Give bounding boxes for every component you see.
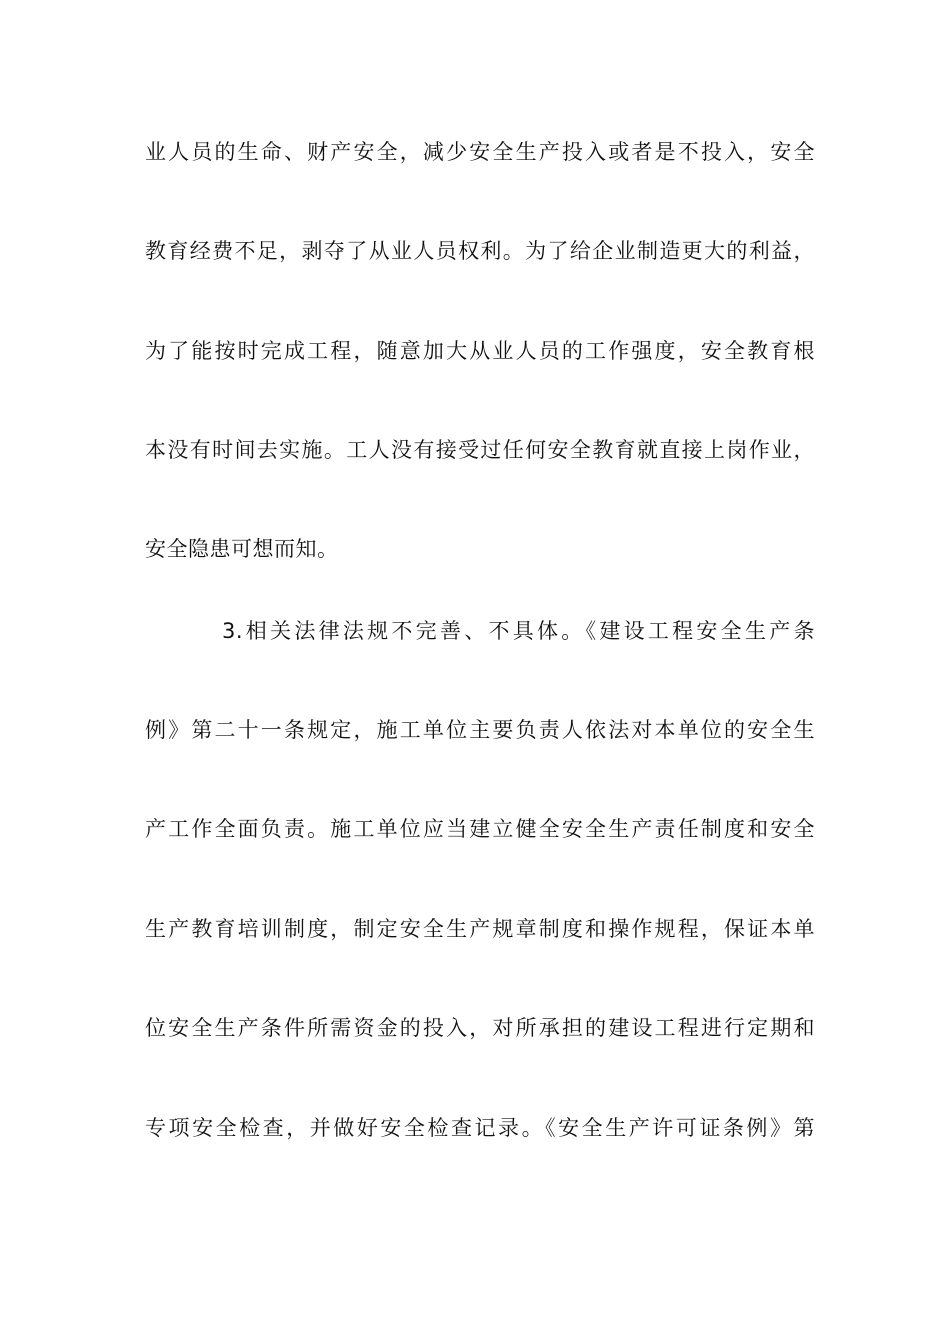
- text-line-10: 位安全生产条件所需资金的投入，对所承担的建设工程进行定期和: [145, 1016, 815, 1040]
- text-line-9: 生产教育培训制度，制定安全生产规章制度和操作规程，保证本单: [145, 917, 815, 941]
- text-line-7: 例》第二十一条规定，施工单位主要负责人依法对本单位的安全生: [145, 718, 815, 742]
- text-line-2: 教育经费不足，剥夺了从业人员权利。为了给企业制造更大的利益，: [145, 239, 815, 263]
- text-line-4: 本没有时间去实施。工人没有接受过任何安全教育就直接上岗作业，: [145, 438, 815, 462]
- text-line-1: 业人员的生命、财产安全，减少安全生产投入或者是不投入，安全: [145, 140, 815, 164]
- text-line-6-section-heading: 3.相关法律法规不完善、不具体。《建设工程安全生产条: [222, 619, 815, 643]
- text-line-3: 为了能按时完成工程，随意加大从业人员的工作强度，安全教育根: [145, 339, 815, 363]
- text-line-5: 安全隐患可想而知。: [145, 537, 339, 561]
- text-line-8: 产工作全面负责。施工单位应当建立健全安全生产责任制度和安全: [145, 817, 815, 841]
- text-line-11: 专项安全检查，并做好安全检查记录。《安全生产许可证条例》第: [145, 1116, 815, 1140]
